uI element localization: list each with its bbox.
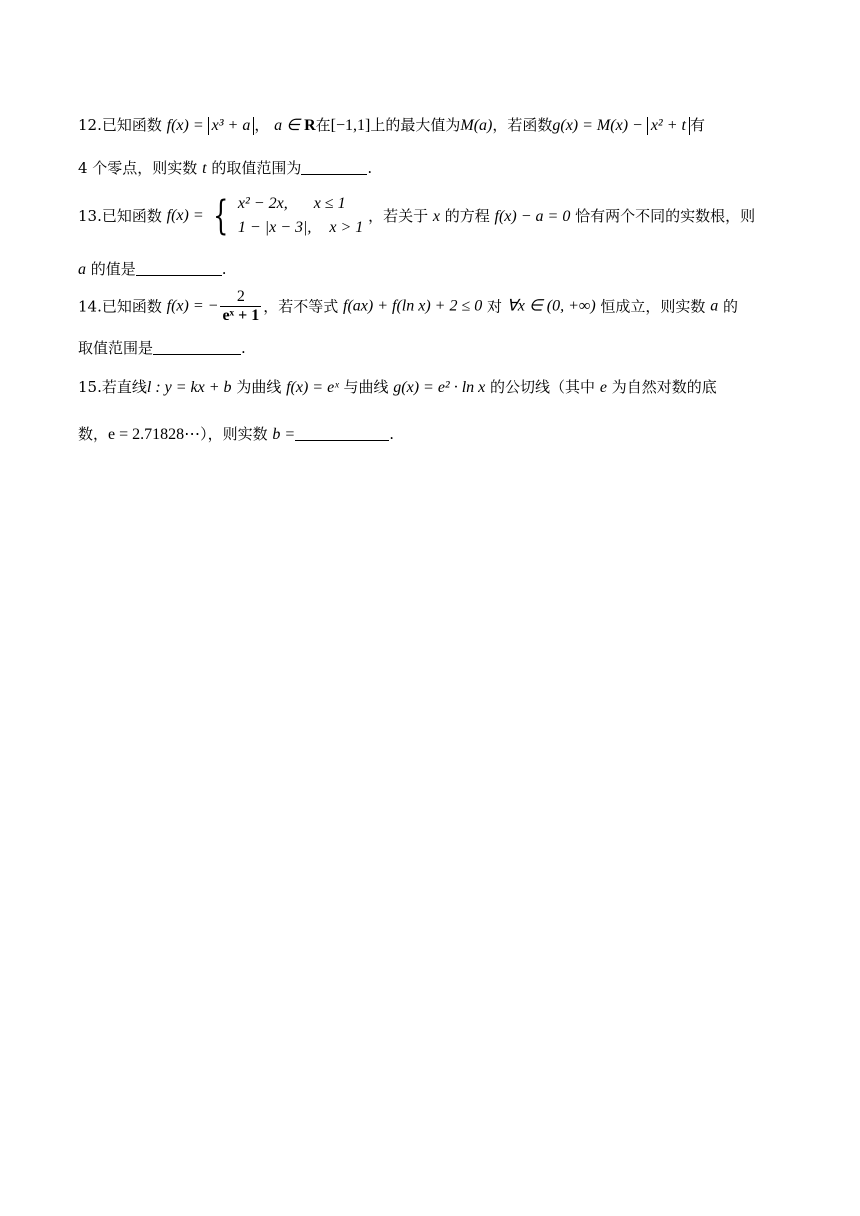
text: 已知函数 — [101, 207, 162, 225]
math-var: x — [432, 207, 440, 225]
text: . — [389, 425, 394, 443]
text: 对 — [482, 297, 507, 316]
text: 的公切线（其中 — [485, 378, 600, 396]
fraction-numerator: 2 — [220, 288, 261, 307]
math-Ma: M(a) — [460, 117, 493, 134]
math-ineq: f(ax) + f(ln x) + 2 ≤ 0 — [343, 297, 483, 315]
math-fraction — [220, 288, 261, 325]
math-abs: x³ + a — [208, 117, 255, 135]
fraction-denominator: eˣ + 1 — [222, 307, 260, 324]
math-cond: a ∈ — [274, 117, 305, 134]
text: 的方程 — [439, 206, 495, 225]
text: 为曲线 — [231, 378, 287, 396]
math-f-def: f(x) = — [166, 207, 208, 224]
problem-13-line-1 — [78, 192, 784, 248]
problem-15-line-1 — [78, 376, 784, 399]
case-cond: x > 1 — [329, 219, 364, 236]
text: 为自然对数的底 — [606, 378, 717, 396]
math-f-def: f(x) = − — [166, 297, 219, 315]
case-expr: 1 − |x − 3|, — [237, 219, 312, 236]
math-forall: ∀x ∈ (0, +∞) — [506, 297, 596, 315]
text: 与曲线 — [338, 378, 394, 396]
problem-13-line-2 — [78, 258, 784, 281]
text: 有 — [689, 116, 705, 134]
problem-14-line-2 — [78, 337, 784, 359]
math-e-value: e = 2.71828⋯ — [108, 426, 201, 443]
math-b-eq: b = — [272, 426, 296, 443]
text: 的取值范围为 — [206, 159, 302, 177]
math-g-def: g(x) = M(x) − — [552, 117, 647, 134]
case-expr: x² − 2x, — [237, 195, 288, 212]
text: ， — [254, 116, 270, 134]
text: 恰有两个不同的实数根，则 — [570, 206, 756, 225]
math-g-def: g(x) = e² · ln x — [393, 379, 486, 396]
answer-blank[interactable] — [301, 160, 367, 175]
answer-blank[interactable] — [136, 261, 222, 276]
math-f-def: f(x) = eˣ — [286, 379, 339, 396]
text: ，若不等式 — [263, 297, 344, 316]
answer-blank[interactable] — [295, 426, 389, 441]
text: 若直线 — [101, 378, 147, 396]
problem-number: 14. — [78, 297, 102, 316]
text: ），则实数 — [200, 425, 273, 443]
text: 上的最大值为 — [370, 116, 461, 134]
problem-number: 12. — [78, 116, 102, 134]
math-cases — [238, 192, 363, 240]
math-e: e — [599, 379, 607, 396]
text: . — [221, 260, 227, 278]
problem-12-line-2 — [78, 157, 784, 180]
text: . — [241, 339, 246, 357]
text: ，若函数 — [492, 116, 553, 134]
math-interval: [−1,1] — [330, 117, 371, 134]
math-brace: { — [212, 193, 229, 239]
text: 已知函数 — [101, 297, 162, 316]
math-f-def: f(x) = — [166, 117, 208, 134]
text: 在 — [315, 116, 331, 134]
problem-number: 15. — [78, 378, 102, 396]
text: . — [367, 159, 373, 177]
text: 已知函数 — [101, 116, 162, 134]
text: ，若关于 — [368, 206, 433, 225]
math-var: t — [202, 160, 207, 177]
text: 4 个零点，则实数 — [78, 159, 203, 177]
math-eq: f(x) − a = 0 — [494, 207, 571, 225]
case-cond: x ≤ 1 — [313, 195, 346, 212]
math-R: R — [304, 117, 316, 134]
text: 取值范围是 — [78, 339, 154, 357]
math-var: a — [710, 297, 719, 315]
math-line-eq: l : y = kx + b — [146, 379, 232, 396]
case-2 — [238, 216, 363, 240]
math-var: a — [78, 261, 86, 278]
answer-blank[interactable] — [153, 340, 241, 355]
problem-12-line-1 — [78, 114, 784, 137]
case-1 — [238, 192, 363, 216]
math-abs-2: x² + t — [647, 117, 690, 135]
text: 恒成立，则实数 — [595, 297, 711, 316]
text: 的值是 — [86, 260, 136, 278]
problem-14-line-1 — [78, 288, 784, 330]
text: 的 — [718, 297, 738, 316]
problem-number: 13. — [78, 207, 102, 225]
text: 数， — [78, 425, 109, 443]
problem-15-line-2 — [78, 423, 784, 446]
